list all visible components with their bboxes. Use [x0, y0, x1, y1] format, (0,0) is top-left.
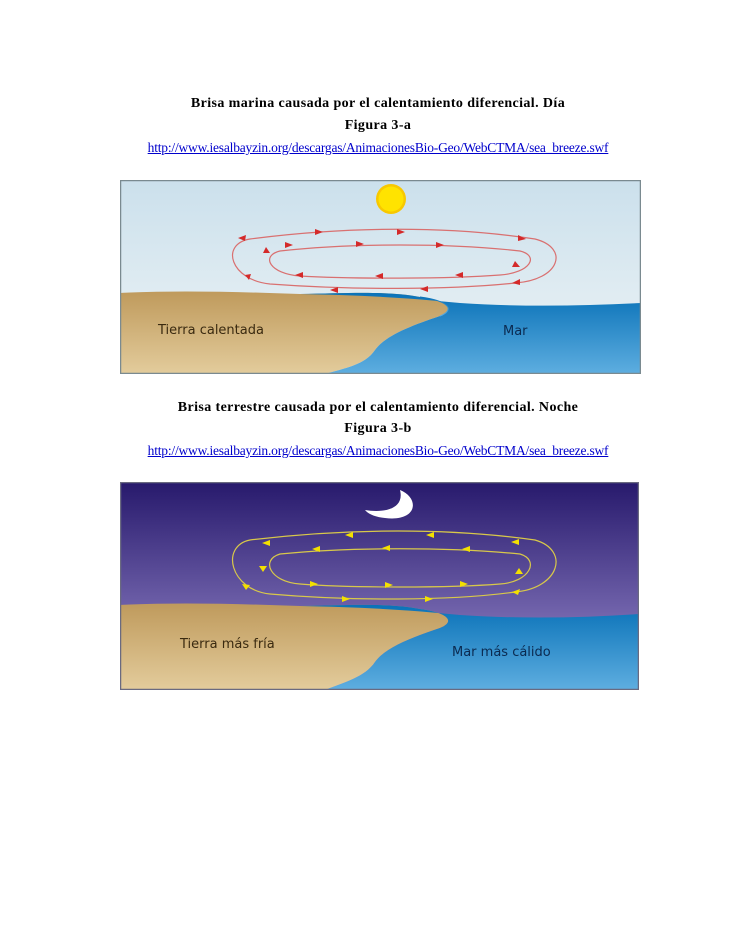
land-label: Tierra más fría [180, 637, 275, 652]
sea-label: Mar [503, 324, 528, 339]
land-label: Tierra calentada [158, 323, 264, 338]
figure-b-label: Figura 3-b [344, 421, 412, 436]
figure-a-diagram [120, 180, 641, 374]
figure-b-title: Brisa terrestre causada por el calentamiento diferencial. Noche [177, 400, 579, 415]
sun-icon [376, 184, 406, 214]
figure-a-title: Brisa marina causada por el calentamiento diferencial. Día [190, 96, 566, 111]
sea-label: Mar más cálido [452, 645, 551, 660]
figure-b-diagram [120, 482, 639, 690]
figure-b-link[interactable]: http://www.iesalbayzin.org/descargas/AnimacionesBio-Geo/WebCTMA/sea_breeze.swf [147, 443, 609, 458]
figure-a-link[interactable]: http://www.iesalbayzin.org/descargas/AnimacionesBio-Geo/WebCTMA/sea_breeze.swf [147, 140, 609, 155]
figure-a-label: Figura 3-a [344, 118, 412, 133]
